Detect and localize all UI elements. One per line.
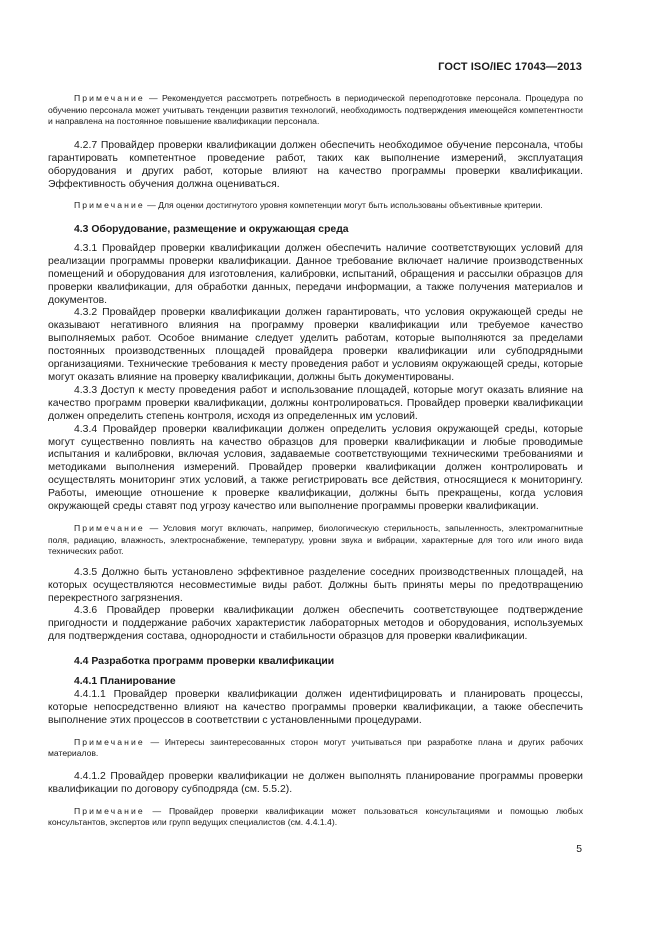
note-competence (48, 200, 583, 212)
document-body (48, 93, 583, 829)
note-text: Интересы заинтересованных сторон могут учитываться при разработке плана и других рабочих материалов. (48, 736, 584, 759)
note-dash: — (149, 93, 158, 103)
page-number: 5 (576, 844, 582, 855)
note-conditions (48, 523, 583, 558)
note-training (48, 93, 583, 128)
note-consultants (48, 806, 583, 829)
note-text: Провайдер проверки квалификации может пользоваться консультациями и помощью любых консультантов, экспертов или групп ведущих специалистов (см. 4.4.1.4). (48, 805, 583, 828)
subsection-heading-4-4-1: 4.4.1 Планирование (74, 676, 176, 688)
note-dash: — (149, 522, 159, 533)
paragraph-4-3-6: 4.3.6 Провайдер проверки квалификации должен обеспечить соответствующее подтверждение пригодности и поддержание рабочих характеристик лабораторных методов и оборудования, используемых для подтверждения состава, однородности и стабильности образцов для проверки квалификации. (48, 605, 583, 643)
note-text: Для оценки достигнутого уровня компетенции могут быть использованы объективные критерии. (158, 200, 543, 211)
section-heading-4-4: 4.4 Разработка программ проверки квалификации (74, 656, 335, 668)
paragraph-4-3-4: 4.3.4 Провайдер проверки квалификации должен определить условия окружающей среды, которые могут существенно повлиять на качество образцов для проверки квалификации и любые проводимые испытания и калибровки, включая условия, задаваемые соответствующими техническими требованиями и методиками выполнения измерений. Провайдер проверки квалификации должен контролировать и осуществлять мониторинг этих условий, а также регистрировать все действия, относящиеся к мониторингу. Работы, имеющие отношение к проверке квалификации, должны быть прекращены, когда условия окружающей среды ставят под угрозу качество или выполнение программы проверки квалификации. (48, 423, 583, 513)
paragraph-4-4-1-2: 4.4.1.2 Провайдер проверки квалификации не должен выполнять планирование программы проверки квалификации по договору субподряда (см. 5.5.2). (48, 770, 583, 795)
note-label: Примечание (74, 805, 145, 816)
standard-header: ГОСТ ISO/IEC 17043—2013 (438, 61, 582, 73)
note-text: Условия могут включать, например, биологическую стерильность, запыленность, электромагнитные поля, радиацию, влажность, электроснабжение, температуру, уровни звука и вибрации, характерные для того или иного вида технических работ. (48, 522, 584, 557)
paragraph-4-3-1: 4.3.1 Провайдер проверки квалификации должен обеспечить наличие соответствующих условий для реализации программы проверки квалификации. Данное требование включает наличие производственных помещений и оборудования для изготовления, калибровки, испытаний, обращения и рассылки образцов для проверки квалификации, для обработки данных, передачи информации, а также получения материалов и документов. (48, 242, 583, 306)
note-stakeholders (48, 737, 583, 760)
note-label: Примечание (74, 522, 145, 533)
note-dash: — (147, 200, 156, 211)
note-text: Рекомендуется рассмотреть потребность в периодической переподготовке персонала. Процедура по обучению персонала может учитывать тенденции развития технологий, необходимость подтверждения имеющейся компетентности и направлена на постоянное повышение квалификации персонала. (48, 93, 584, 127)
paragraph-4-2-7: 4.2.7 Провайдер проверки квалификации должен обеспечить необходимое обучение персонала, чтобы гарантировать компетентное проведение работ, таких как выполнение измерений, эксплуатация оборудования и других работ, которые влияют на качество программы проверки квалификации. Эффективность обучения должна оцениваться. (48, 139, 583, 190)
paragraph-4-3-5: 4.3.5 Должно быть установлено эффективное разделение соседних производственных площадей, на которых осуществляются несовместимые виды работ. Должны быть приняты меры по предотвращению перекрестного загрязнения. (48, 566, 583, 604)
note-dash: — (152, 805, 162, 816)
note-label: Примечание (74, 93, 145, 103)
paragraph-4-3-3: 4.3.3 Доступ к месту проведения работ и использование площадей, которые могут оказать влияние на качество программ проверки квалификации, должны контролироваться. Провайдер проверки квалификации должен определить степень контроля, исходя из определенных им условий. (48, 384, 583, 422)
note-dash: — (150, 736, 160, 747)
paragraph-4-4-1-1: 4.4.1.1 Провайдер проверки квалификации должен идентифицировать и планировать процессы, которые непосредственно влияют на качество программы проверки квалификации, а также обеспечить выполнение этих процессов в соответствии с установленными процедурами. (48, 688, 583, 726)
paragraph-4-3-2: 4.3.2 Провайдер проверки квалификации должен гарантировать, что условия окружающей среды не оказывают негативного влияния на программу проверки квалификации или требуемое качество выполняемых работ. Особое внимание следует уделить работам, которые выполняются за пределами постоянных производственных площадей провайдера проверки квалификации или субподрядными организациями. Технические требования к месту проведения работ и условиям окружающей среды, которые могут оказать влияние на проверку квалификации, должны быть документированы. (48, 307, 583, 383)
note-label: Примечание (74, 736, 145, 747)
note-label: Примечание (74, 200, 145, 211)
section-heading-4-3: 4.3 Оборудование, размещение и окружающая среда (74, 224, 349, 235)
